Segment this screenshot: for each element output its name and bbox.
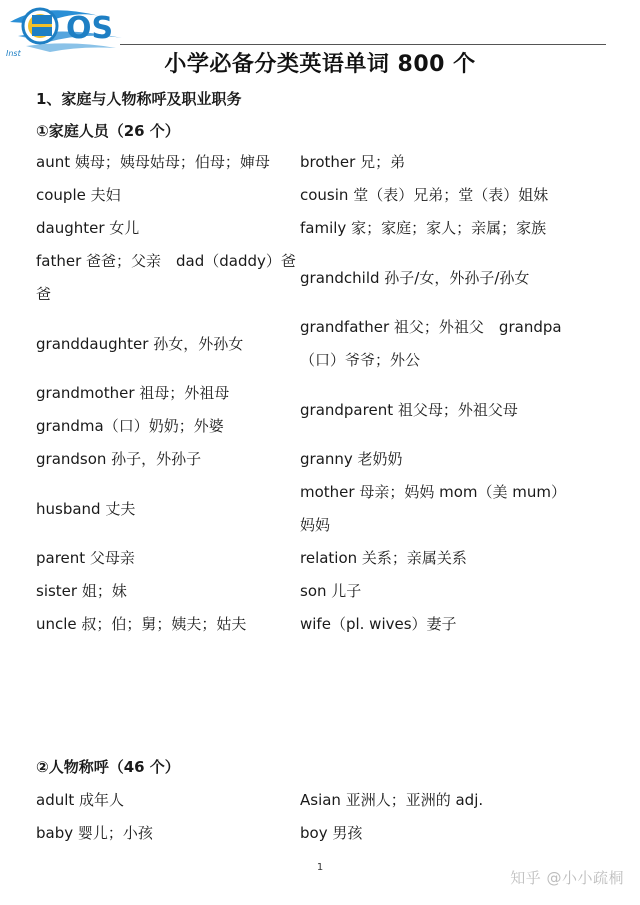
brand-name: OS (66, 11, 114, 46)
vocab-cell (36, 179, 300, 212)
vocab-table-people (36, 784, 576, 850)
vocab-cell (36, 311, 300, 377)
vocab-cell (36, 542, 300, 575)
vocab-entry: wife（pl. wives）妻子 (300, 615, 457, 633)
section-title: 1、家庭与人物称呼及职业职务 (36, 90, 242, 108)
vocab-entry: couple 夫妇 (36, 186, 121, 204)
page-number: 1 (316, 862, 324, 873)
vocab-cell (36, 212, 300, 245)
vocab-cell (300, 817, 576, 850)
vocab-entry: cousin 堂（表）兄弟；堂（表）姐妹 (300, 186, 549, 204)
vocab-entry: relation 关系；亲属关系 (300, 549, 467, 567)
vocab-cell (300, 311, 576, 377)
vocab-cell (36, 608, 300, 641)
vocab-entry: husband 丈夫 (36, 499, 136, 518)
vocab-cell (300, 542, 576, 575)
vocab-entry: sister 姐；妹 (36, 582, 127, 600)
vocab-entry: baby 婴儿；小孩 (36, 824, 153, 842)
vocab-cell (300, 608, 576, 641)
vocab-cell (36, 245, 300, 311)
subsection-heading-people: ②人物称呼（46 个） (36, 758, 180, 776)
vocab-cell (300, 377, 576, 443)
vocab-entry: son 儿子 (300, 582, 362, 600)
vocab-cell (300, 146, 576, 179)
vocab-cell (36, 817, 300, 850)
vocab-cell (300, 575, 576, 608)
vocab-cell (300, 476, 576, 542)
vocab-entry: boy 男孩 (300, 824, 363, 842)
vocab-cell (300, 443, 576, 476)
vocab-entry: grandfather 祖父；外祖父 grandpa（口）爷爷；外公 (300, 318, 562, 369)
vocab-entry: grandson 孙子，外孙子 (36, 450, 202, 468)
vocab-entry: adult 成年人 (36, 791, 125, 809)
vocab-entry: brother 兄；弟 (300, 153, 406, 171)
vocab-entry: grandparent 祖父母；外祖父母 (300, 400, 518, 419)
vocab-entry: father 爸爸；父亲 dad（daddy）爸爸 (36, 252, 296, 303)
vocab-entry: Asian 亚洲人；亚洲的 adj. (300, 791, 484, 809)
vocab-cell (300, 212, 576, 245)
subsection-heading-family: ①家庭人员（26 个） (36, 122, 180, 140)
vocab-entry: granny 老奶奶 (300, 450, 403, 468)
page-title: 小学必备分类英语单词 800 个 (164, 52, 476, 77)
vocab-table-family (36, 146, 576, 641)
vocab-entry: parent 父母亲 (36, 549, 135, 567)
vocab-cell (36, 443, 300, 476)
vocab-entry: mother 母亲；妈妈 mom（美 mum）妈妈 (300, 483, 567, 534)
vocab-entry: grandchild 孙子/女，外孙子/孙女 (300, 268, 530, 287)
vocab-entry: aunt 姨母；姨母姑母；伯母；婶母 (36, 153, 270, 171)
vocab-cell (300, 179, 576, 212)
vocab-cell (36, 476, 300, 542)
vocab-cell (300, 784, 576, 817)
vocab-cell (36, 146, 300, 179)
header-rule (120, 44, 606, 45)
vocab-cell (36, 377, 300, 443)
vocab-cell (36, 784, 300, 817)
vocab-cell (300, 245, 576, 311)
vocab-entry: daughter 女儿 (36, 219, 140, 237)
vocab-entry: uncle 叔；伯；舅；姨夫；姑夫 (36, 615, 247, 633)
vocab-entry: granddaughter 孙女，外孙女 (36, 334, 244, 353)
vocab-entry: grandmother 祖母；外祖母 grandma（口）奶奶；外婆 (36, 384, 230, 435)
vocab-entry: family 家；家庭；家人；亲属；家族 (300, 219, 547, 237)
watermark: 知乎 @小小疏桐 (510, 869, 624, 887)
brand-sub: Inst (6, 49, 21, 58)
vocab-cell (36, 575, 300, 608)
